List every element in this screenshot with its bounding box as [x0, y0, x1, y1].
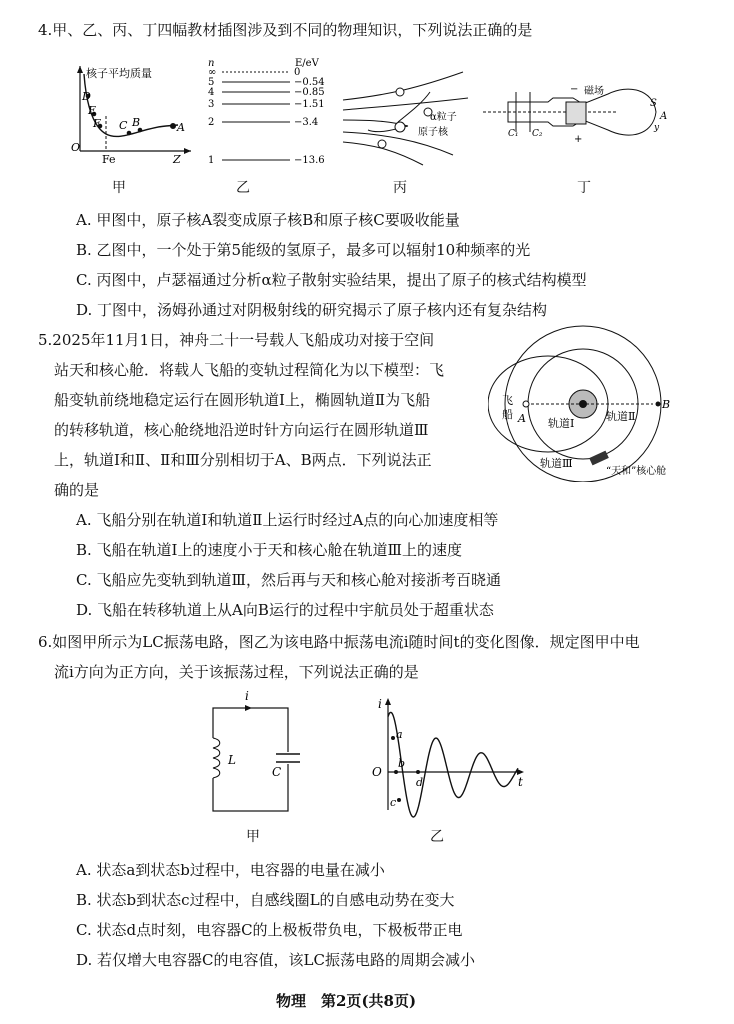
yi-n-1: 1: [208, 155, 215, 166]
q6-graph-figure: [366, 690, 536, 820]
q4-option-c: C. 丙图中，卢瑟福通过分析α粒子散射实验结果，提出了原子的核式结构模型: [76, 271, 587, 289]
yi-e-4: −0.85: [294, 87, 325, 98]
ding-s: S: [650, 98, 657, 109]
q5-option-b: B. 飞船在轨道Ⅰ上的速度小于天和核心舱在轨道Ⅲ上的速度: [76, 541, 462, 559]
q5-stem-line-5: 上，轨道Ⅰ和Ⅱ、Ⅱ和Ⅲ分别相切于A、B两点．下列说法正: [54, 451, 432, 469]
q6-fig-label-jia: 甲: [246, 829, 260, 845]
yi-e-3: −1.51: [294, 99, 325, 110]
fig-label-yi: 乙: [236, 180, 250, 196]
q5-stem-line-6: 确的是: [54, 481, 100, 499]
q5-station-label: “天和”核心舱: [606, 466, 667, 477]
yi-n-3: 3: [208, 99, 215, 110]
q5-point-a: A: [518, 412, 526, 425]
q5-ship-2: 船: [502, 408, 513, 421]
jia-origin: O: [71, 141, 81, 154]
q6-stem-line-2: 流i方向为正方向，关于该振荡过程，下列说法正确的是: [54, 663, 419, 681]
q4-fig-jia: [66, 56, 196, 166]
q4-option-b: B. 乙图中，一个处于第5能级的氢原子，最多可以辐射10种频率的光: [76, 241, 531, 259]
q5-stem-line-1: 5.2025年11月1日，神舟二十一号载人飞船成功对接于空间: [38, 331, 435, 349]
yi-e-inf: 0: [294, 67, 301, 78]
q6-stem-line-1: 6.如图甲所示为LC振荡电路，图乙为该电路中振荡电流i随时间t的变化图像．规定图甲中电: [38, 633, 640, 651]
q6-graph-t: t: [518, 775, 523, 789]
jia-point-c: C: [119, 119, 128, 132]
q6-circuit-i: i: [245, 690, 249, 703]
q5-orbit2-label: 轨道Ⅱ: [606, 410, 636, 423]
q4-fig-ding: [478, 64, 678, 174]
yi-n-label: n: [208, 58, 215, 69]
q6-graph-origin: O: [372, 765, 382, 779]
jia-fe: Fe: [102, 153, 116, 166]
q5-option-d: D. 飞船在转移轨道上从A向B运行的过程中宇航员处于超重状态: [76, 601, 494, 619]
q5-orbit-figure: [488, 322, 708, 482]
q6-circuit-c: C: [272, 765, 282, 779]
q5-stem-line-3: 船变轨前绕地稳定运行在圆形轨道Ⅰ上，椭圆轨道Ⅱ为飞船: [54, 391, 431, 409]
jia-point-d: D: [82, 90, 91, 103]
fig-label-jia: 甲: [112, 180, 126, 196]
ding-c2: C₂: [532, 129, 543, 139]
yi-e-5: −0.54: [294, 77, 325, 88]
ding-field-label: 磁场: [584, 86, 604, 97]
jia-point-e: E: [88, 104, 97, 117]
ding-plus: +: [574, 134, 583, 145]
q6-option-d: D. 若仅增大电容器C的电容值，该LC振荡电路的周期会减小: [76, 951, 475, 969]
q6-option-b: B. 状态b到状态c过程中，自感线圈L的自感电动势在变大: [76, 891, 455, 909]
q6-graph-i: i: [378, 697, 382, 711]
q5-orbit1-label: 轨道Ⅰ: [548, 417, 575, 430]
q6-option-a: A. 状态a到状态b过程中，电容器的电量在减小: [76, 861, 385, 879]
fig-label-bing: 丙: [393, 180, 407, 196]
page-footer: 物理 第2页(共8页): [276, 992, 417, 1010]
q6-fig-label-yi: 乙: [430, 829, 444, 845]
jia-point-f: F: [93, 117, 101, 130]
q4-option-d: D. 丁图中，汤姆孙通过对阴极射线的研究揭示了原子核内还有复杂结构: [76, 301, 548, 319]
q5-option-a: A. 飞船分别在轨道Ⅰ和轨道Ⅱ上运行时经过A点的向心加速度相等: [76, 511, 499, 529]
jia-point-b: B: [132, 116, 141, 129]
q6-circuit-l: L: [228, 753, 236, 767]
q5-stem-line-2: 站天和核心舱．将载人飞船的变轨过程简化为以下模型：飞: [54, 361, 445, 379]
q6-option-c: C. 状态d点时刻，电容器C的上极板带负电，下极板带正电: [76, 921, 463, 939]
q4-fig-yi: [200, 56, 340, 174]
yi-n-inf: ∞: [208, 67, 217, 78]
q4-option-a: A. 甲图中，原子核A裂变成原子核B和原子核C要吸收能量: [76, 211, 460, 229]
jia-point-a: A: [177, 121, 185, 134]
q4-fig-bing: [338, 60, 478, 170]
yi-e-1: −13.6: [294, 155, 325, 166]
ding-c1: C₁: [508, 129, 519, 139]
q6-point-c: c: [390, 796, 397, 809]
q6-point-a: a: [396, 728, 403, 741]
q6-point-d: d: [416, 776, 424, 789]
yi-e-label: E/eV: [295, 58, 319, 69]
yi-n-4: 4: [208, 87, 215, 98]
fig-label-ding: 丁: [577, 180, 591, 196]
q6-circuit-figure: [200, 690, 310, 820]
yi-e-2: −3.4: [294, 117, 319, 128]
q5-orbit3-label: 轨道Ⅲ: [540, 457, 573, 470]
ding-a: A: [660, 111, 668, 122]
bing-nucleus-label: 原子核: [418, 127, 448, 138]
jia-ylabel: 核子平均质量: [86, 67, 152, 80]
bing-alpha-label: α粒子: [430, 112, 457, 123]
jia-xlabel: Z: [173, 153, 181, 166]
q5-option-c: C. 飞船应先变轨到轨道Ⅲ，然后再与天和核心舱对接浙考百晓通: [76, 571, 501, 589]
ding-minus: −: [570, 84, 579, 95]
yi-n-2: 2: [208, 117, 215, 128]
q5-point-b: B: [662, 398, 671, 411]
q5-stem-line-4: 的转移轨道，核心舱绕地沿逆时针方向运行在圆形轨道Ⅲ: [54, 421, 429, 439]
q4-stem: 4.甲、乙、丙、丁四幅教材插图涉及到不同的物理知识，下列说法正确的是: [38, 21, 533, 39]
q6-point-b: b: [398, 757, 406, 770]
ding-y: y: [654, 123, 660, 133]
yi-n-5: 5: [208, 77, 215, 88]
q5-ship-1: 飞: [502, 394, 513, 407]
